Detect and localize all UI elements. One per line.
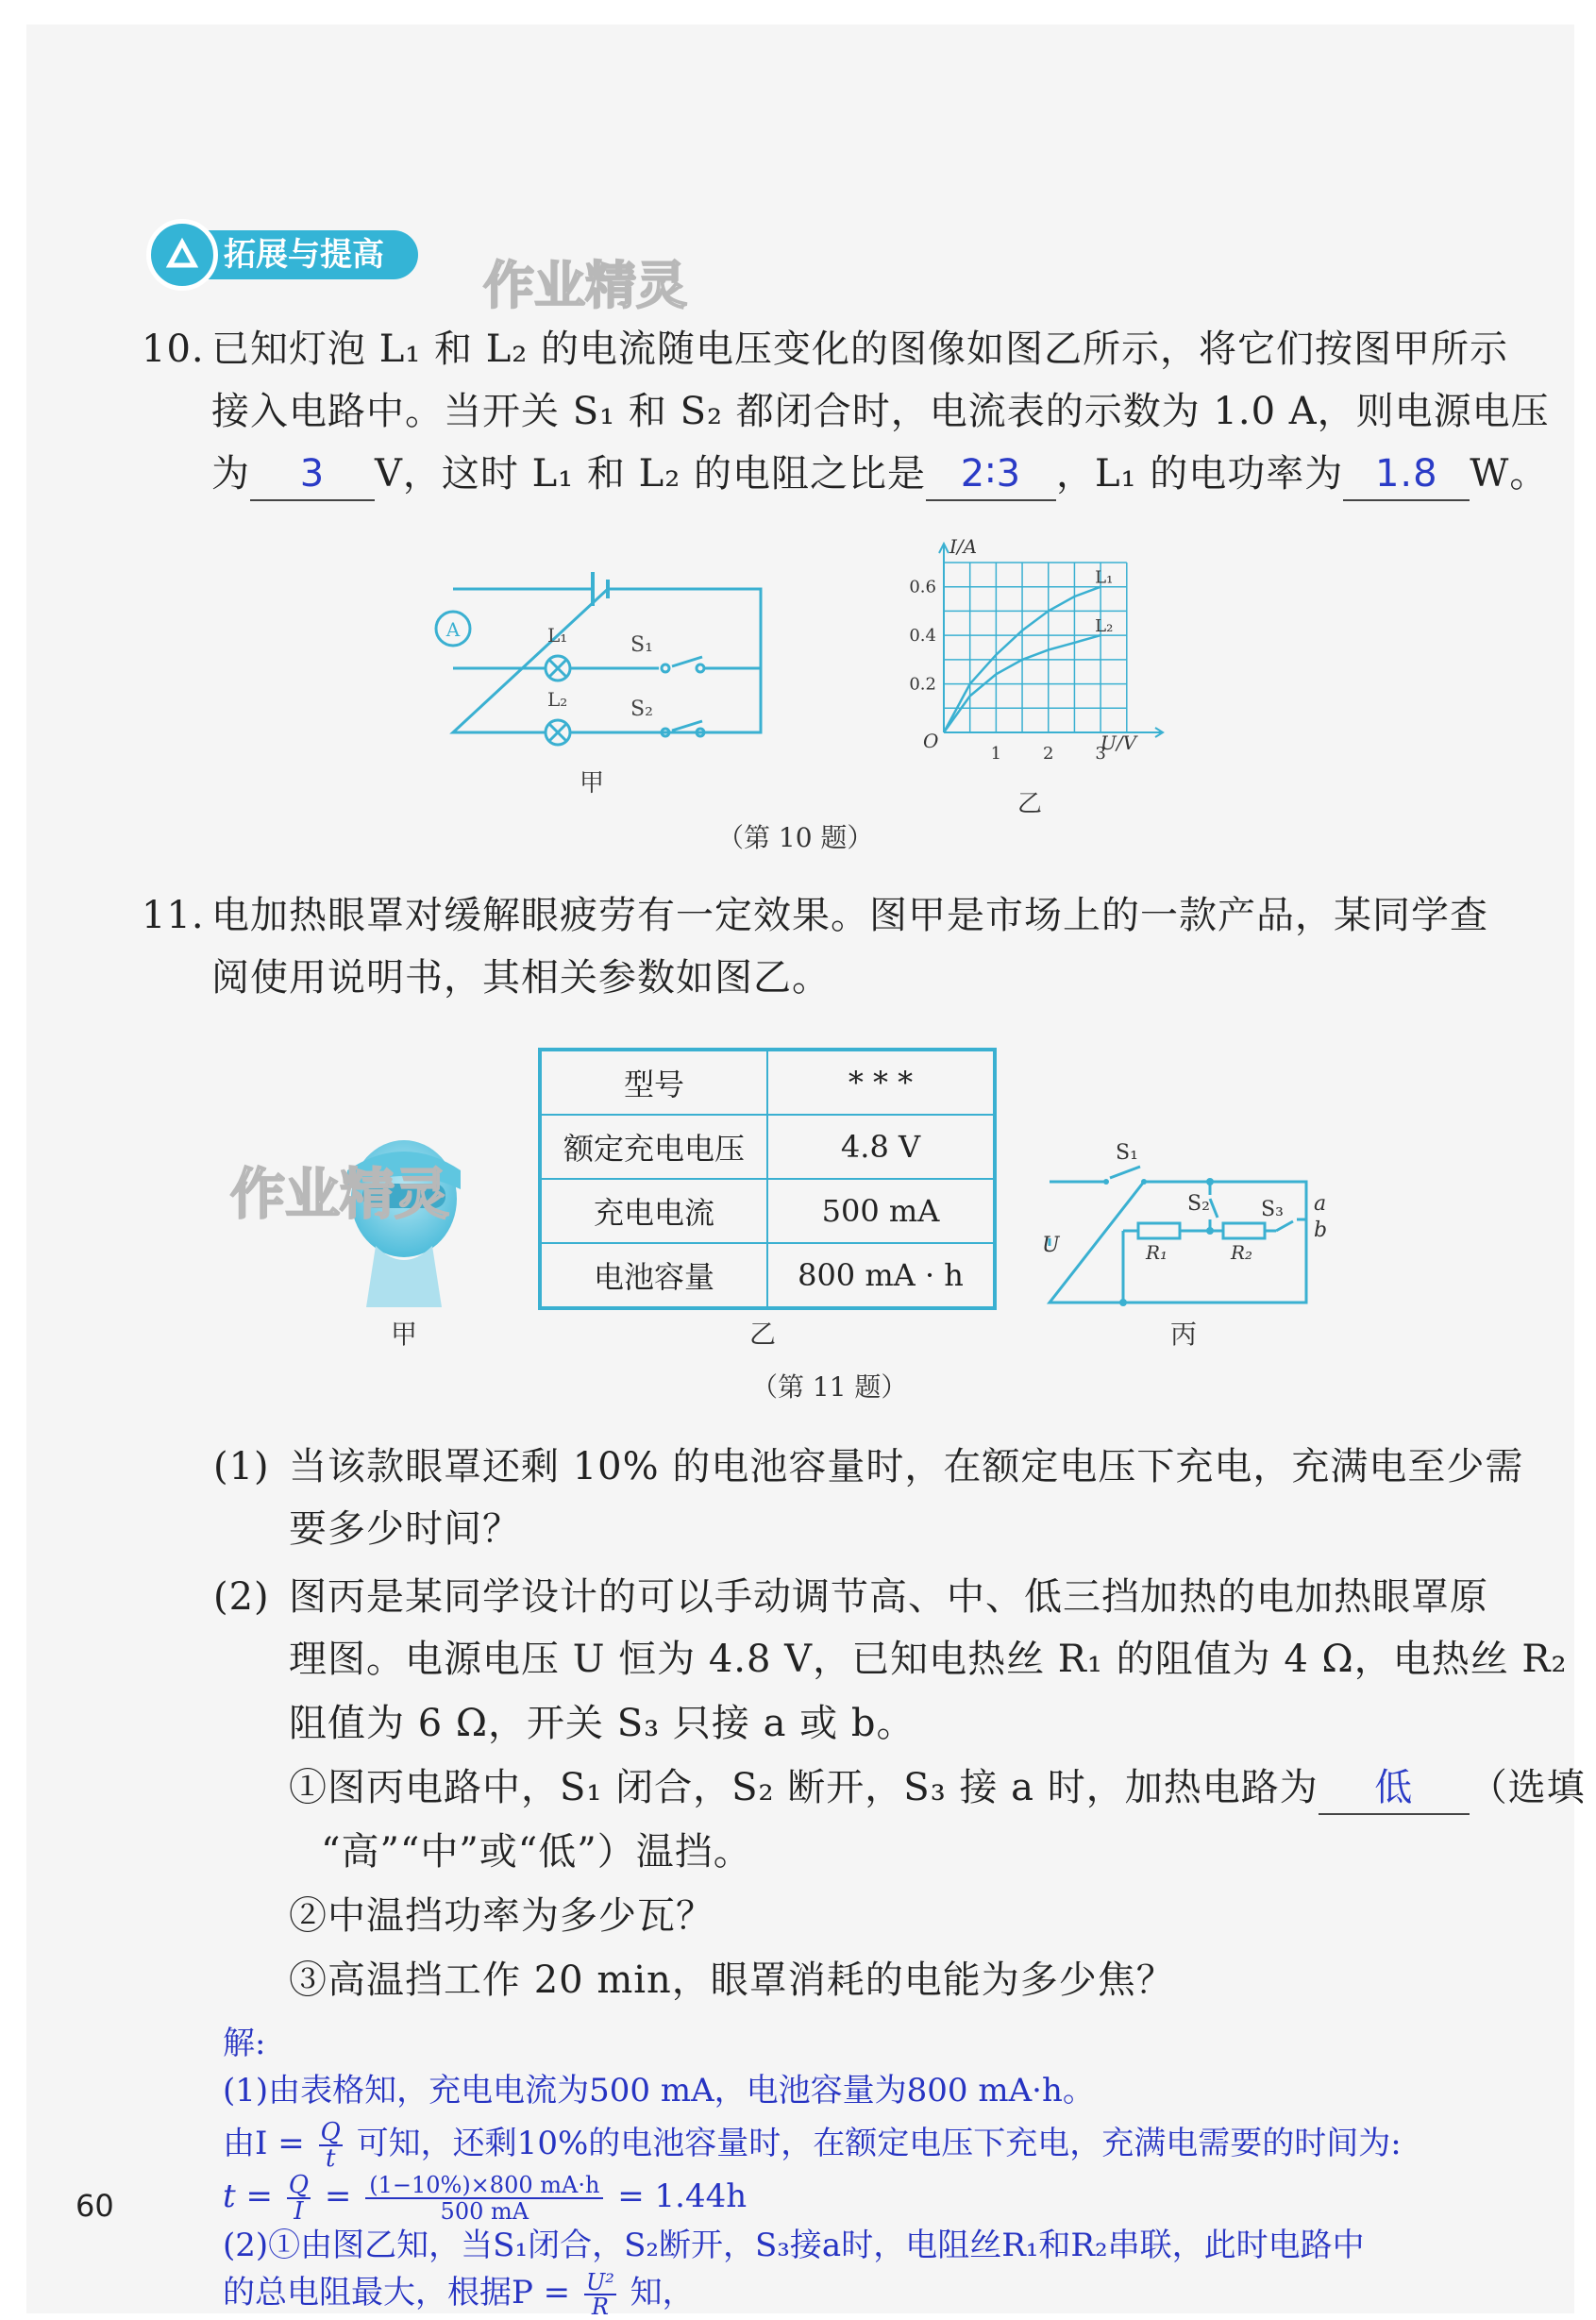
frac-num: U² [586,2269,614,2295]
c3-s2: S₂ [1187,1192,1210,1216]
ammeter-label: A [445,618,461,641]
frac-den: 500 mA [440,2198,529,2225]
sub1-pre: ①图丙电路中，S₁ 闭合，S₂ 断开，S₃ 接 a 时，加热电路为 [289,1766,1319,1809]
q10-line3 [211,442,1548,506]
sol-line2-pre: 由I = [223,2125,305,2162]
solution-line1: (1)由表格知，充电电流为500 mA，电池容量为800 mA·h。 [223,2072,1095,2110]
watermark-middle: 作业精灵 [230,1162,450,1226]
answer-level: 低 [1374,1766,1414,1809]
q10-figure-caption: （第 10 题） [717,822,874,853]
table-cell: 额定充电电压 [540,1115,767,1179]
frac-den: I [294,2197,304,2226]
table-cell: 型号 [540,1050,767,1115]
switch2-label: S₂ [630,698,653,721]
solution-line2 [223,2120,1402,2171]
c3-s3: S₃ [1261,1198,1284,1221]
y-tick-label: 0.6 [909,577,936,597]
frac-num: Q [288,2171,310,2199]
table-cell: 电池容量 [540,1243,767,1308]
p2-label: (2) [213,1575,270,1619]
sub2: ②中温挡功率为多少瓦？ [289,1894,714,1938]
graph-origin: O [923,730,939,752]
table-cell: 500 mA [767,1179,995,1243]
series-label-2: L₂ [1095,616,1114,637]
sub1-line1 [289,1756,1586,1820]
answer-blank-ratio [926,452,1056,501]
circuit-diagram-q10 [415,547,812,812]
frac-den: R [591,2294,609,2320]
table-cell: 800 mA · h [767,1243,995,1308]
iv-graph [887,534,1170,817]
graph-xlabel: U/V [1100,731,1137,754]
q10-line3-mid2: ，L₁ 的电功率为 [1055,452,1344,496]
circuit-caption-jia: 甲 [579,769,605,798]
lamp1-label: L₁ [547,624,568,647]
q10-number: 10. [142,328,205,371]
table-cell: * * * [767,1050,995,1115]
fig-bing-caption: 丙 [1170,1319,1198,1350]
q11-line2: 阅使用说明书，其相关参数如图乙。 [211,956,831,1000]
table-row [540,1179,995,1243]
circuit-diagram-q11 [1038,1133,1340,1312]
sol-line3-t: t = [223,2177,273,2215]
q11-figure-caption: （第 11 题） [751,1371,908,1403]
q10-line3-mid1: V，这时 L₁ 和 L₂ 的电阻之比是 [375,452,926,496]
solution-line4: (2)①由图乙知，当S₁闭合，S₂断开，S₃接a时，电阻丝R₁和R₂串联，此时电路中 [223,2227,1365,2264]
sol-line5-pre: 的总电阻最大，根据P = [223,2274,571,2312]
c3-r1: R₁ [1146,1241,1168,1264]
q10-line2: 接入电路中。当开关 S₁ 和 S₂ 都闭合时，电流表的示数为 1.0 A，则电源电压 [211,390,1550,433]
c3-U: U [1042,1234,1060,1257]
fig-jia-caption: 甲 [391,1319,418,1350]
solution-line3 [223,2173,747,2224]
c3-s1: S₁ [1116,1141,1138,1165]
section-badge [146,219,420,291]
solution-label: 解: [223,2025,266,2062]
sub3: ③高温挡工作 20 min，眼罩消耗的电能为多少焦？ [289,1959,1175,2002]
q10-line3-post: W。 [1470,452,1549,496]
frac-num: (1−10%)×800 mA·h [365,2173,603,2199]
watermark-top: 作业精灵 [483,256,687,315]
fraction-q-over-i [287,2173,311,2224]
answer-ratio: 2∶3 [960,452,1022,496]
answer-voltage: 3 [299,452,326,496]
graph-caption-yi: 乙 [1016,790,1043,817]
c3-b: b [1314,1219,1328,1242]
spec-table [538,1048,997,1310]
sol-line3-eq: = [324,2177,352,2215]
q11-number: 11. [142,894,205,937]
answer-power: 1.8 [1374,452,1438,496]
c3-a: a [1314,1192,1327,1216]
q11-line1: 电加热眼罩对缓解眼疲劳有一定效果。图甲是市场上的一款产品，某同学查 [211,894,1488,937]
q10-line3-pre: 为 [211,452,250,496]
fraction-q-over-t [319,2120,343,2171]
switch1-label: S₁ [630,633,653,657]
frac-num: Q [320,2118,341,2146]
sub1-line2: “高”“中”或“低”）温挡。 [321,1830,752,1874]
x-tick-label: 3 [1095,744,1106,764]
fig-yi-caption: 乙 [749,1319,777,1350]
table-cell: 4.8 V [767,1115,995,1179]
table-cell: 充电电流 [540,1179,767,1243]
fraction-time [365,2173,603,2224]
sub1-post: （选填 [1469,1766,1586,1809]
sol-line3-result: = 1.44h [617,2177,748,2215]
c3-r2: R₂ [1231,1241,1253,1264]
solution-line5 [223,2269,695,2318]
sol-line2-post: 可知，还剩10%的电池容量时，在额定电压下充电，充满电需要的时间为: [356,2125,1402,2162]
table-row [540,1115,995,1179]
page-number: 60 [76,2188,114,2224]
p2-line3: 阻值为 6 Ω，开关 S₃ 只接 a 或 b。 [289,1702,916,1745]
graph-ylabel: I/A [949,535,978,558]
frac-den: t [325,2144,336,2173]
badge-icon [146,219,218,291]
p2-line2: 理图。电源电压 U 恒为 4.8 V，已知电热丝 R₁ 的阻值为 4 Ω，电热丝 R₂ [289,1638,1568,1681]
section-title: 拓展与提高 [224,236,384,274]
answer-blank-level [1319,1766,1470,1815]
p1-line1: 当该款眼罩还剩 10% 的电池容量时，在额定电压下充电，充满电至少需 [289,1445,1524,1488]
y-tick-label: 0.2 [909,674,936,695]
sol-line5-post: 知， [630,2274,695,2312]
table-row [540,1050,995,1115]
q10-line1: 已知灯泡 L₁ 和 L₂ 的电流随电压变化的图像如图乙所示，将它们按图甲所示 [211,328,1509,371]
p1-label: (1) [213,1445,270,1488]
answer-blank-voltage [250,452,375,501]
table-row [540,1243,995,1308]
p1-line2: 要多少时间？ [289,1507,521,1551]
series-label-1: L₁ [1095,567,1114,588]
y-tick-label: 0.4 [909,626,936,647]
x-tick-label: 1 [990,744,1002,764]
x-tick-label: 2 [1043,744,1054,764]
lamp2-label: L₂ [547,688,568,711]
fraction-u2-over-r [584,2271,616,2318]
answer-blank-power [1343,452,1470,501]
p2-line1: 图丙是某同学设计的可以手动调节高、中、低三挡加热的电加热眼罩原 [289,1575,1488,1619]
